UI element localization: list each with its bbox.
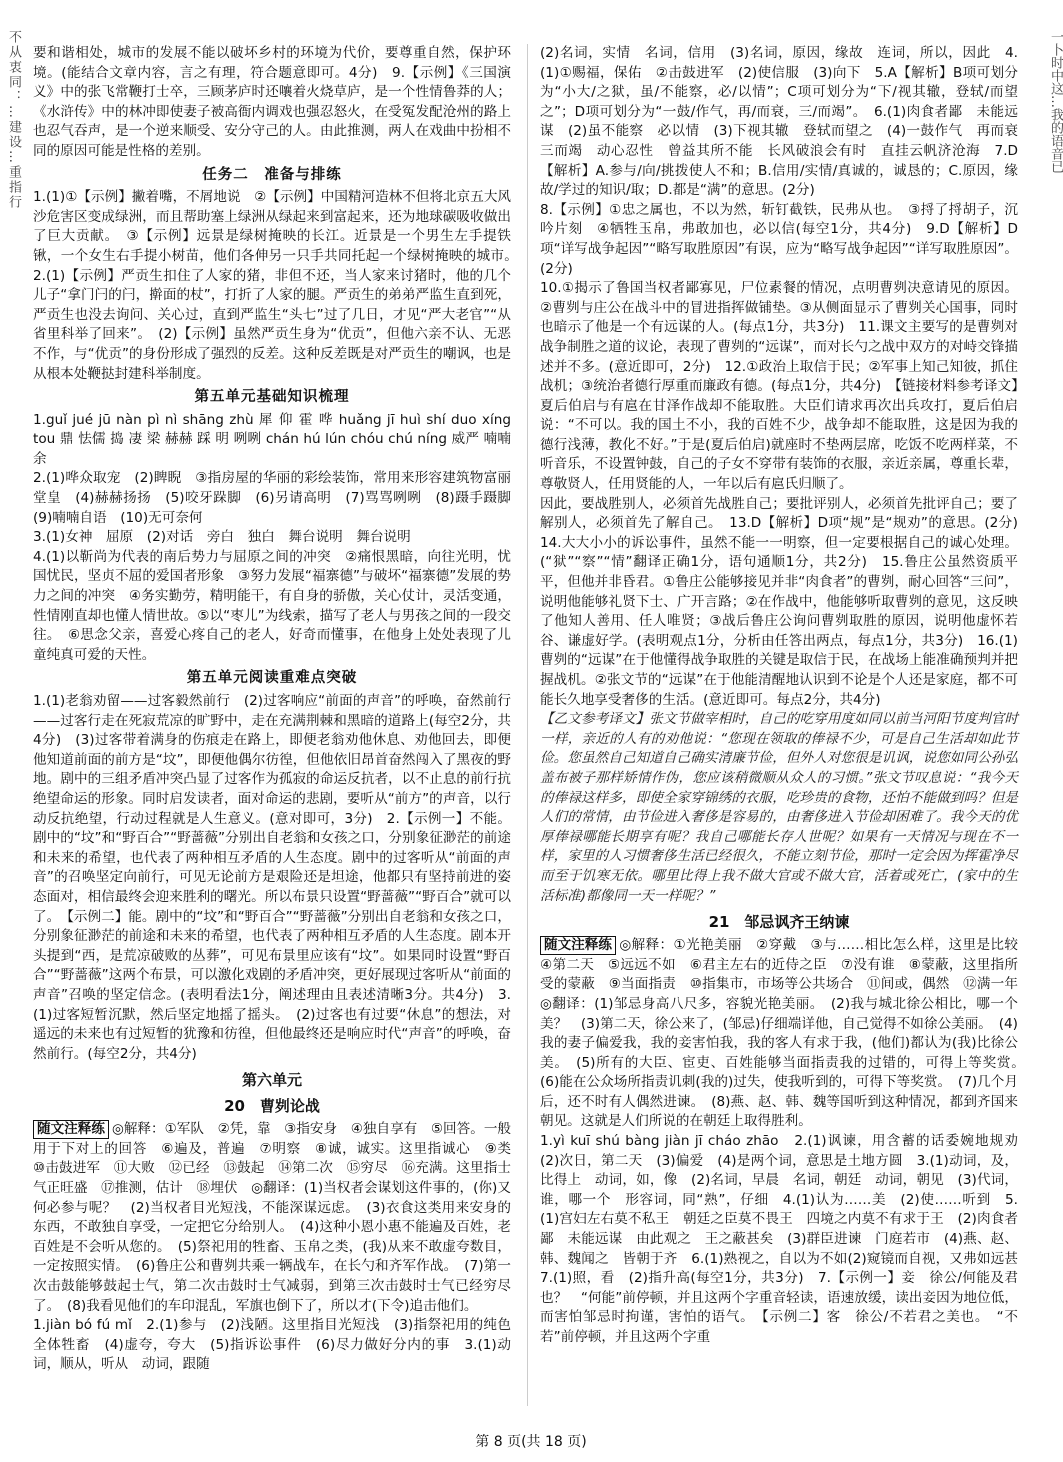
exercise-tag: 随文注释练 xyxy=(33,1120,109,1139)
answer-paragraph: 要和谐相处，城市的发展不能以破坏乡村的环境为代价，要尊重自然，保护环境。(能结合文章内容，言之有理，符合题意即可。4分) 9.【示例】《三国演义》中的张飞常鞭打士卒，三顾茅庐时还嚷着火烧草庐，是一个性情鲁莽的人；《水浒传》中的林冲即使妻子被高衙内调戏也强忍怒火，在受冤发配沧州的路上也忍气吞声，是一个逆来顺受、安分守己的人。由此推测，两人在戏曲中扮相不同的原因可能是性格的差别。 xyxy=(33,45,511,159)
column-divider xyxy=(527,44,528,1406)
answer-paragraph: (2)名词，实情 名词，信用 (3)名词，原因，缘故 连词，所以，因此 4.(1)①赐福，保佑 ②击鼓进军 (2)使信服 (3)向下 5.A【解析】B项可划分为“小大/之狱，虽/不能察，必/以情”；C项可划分为“下/视其辙，登轼/而望之”；D项可划分为“一鼓/作气，再/而衰，三/而竭”。 6.(1)肉食者鄙 未能远谋 (2)虽不能察 必以情 (3)下视其辙 登轼而望之 (4)一鼓作气 再而衰 三而竭 动心忍性 曾益其所不能 长风破浪会有时 直挂云帆济沧海 7.D【解析】A.参与/向/挑拨使人不和；B.信用/实情/真诚的，诚恳的；C.原因，缘故/学过的知识/取；D.都是“满”的意思。(2分) xyxy=(540,45,1032,199)
answer-paragraph: 1.(1)老翁劝留——过客毅然前行 (2)过客响应“前面的声音”的呼唤，奋然前行——过客行走在死寂荒凉的旷野中，走在充满荆棘和黑暗的道路上(每空2分，共4分) (3)过客带着满身的伤痕走在路上，即便老翁劝他休息、劝他回去，即便他知道前面的前方是“坟”，即便他偶尔彷徨，但他依旧昂首奋然闯入了黑夜的野地。剧中的三组矛盾冲突凸显了过客作为孤寂的命运反抗者，以不止息的前行抗绝望命运的形象。同时启发读者，面对命运的悲剧，要听从“前方”的声音，以行动反抗绝望，行动过程就是人生意义。(意对即可，3分) 2.【示例一】不能。剧中的“坟”和“野百合”“野蔷薇”分别出自老翁和女孩之口，分别象征渺茫的前途和未来的希望，也代表了两种相互矛盾的人生态度。剧中的过客听从“前面的声音”的召唤坚定向前行，可见无论前方是艰险还是坦途，他都只有坚持前进的姿态面对，相信最终会迎来胜利的曙光。所以布景只设置“野蔷薇”“野百合”就可以了。 【示例二】能。剧中的“坟”和“野百合”“野蔷薇”分别出自老翁和女孩之口，分别象征渺茫的前途和未来的希望，也代表了两种相互矛盾的人生态度。剧本开头提到“西，是荒凉破败的丛葬”，可见布景里应该有“坟”。如果同时设置“野百合”“野蔷薇”这两个布景，可以激化戏剧的矛盾冲突，更好展现过客听从“前面的声音”召唤的坚定信念。(表明看法1分，阐述理由且表述清晰3分。共4分) 3.(1)过客短暂沉默，然后坚定地摇了摇头。 (2)过客也有过要“休息”的想法，对遥远的未来也有过短暂的犹豫和彷徨，但他最终还是响应时代“声音”的呼唤，奋然前行。(每空2分，共4分) xyxy=(33,693,511,1062)
section-heading: 第五单元基础知识梳理 xyxy=(194,389,350,406)
exercise-text: ◎解释：①军队 ②凭，靠 ③指安身 ④独自享有 ⑤回答。一般用于下对上的回答 ⑥遍及，普遍 ⑦明察 ⑧诚，诚实。这里指诚心 ⑨类 ⑩击鼓进军 ⑪大败 ⑫已经 ⑬鼓起 ⑭第二次 ⑮穷尽 ⑯充满。这里指士气正旺盛 ⑰推测，估计 ⑱埋伏 ◎翻译：(1)当权者会谋划这件事的，(你)又何必参与呢？ (2)当权者目光短浅，不能深谋远虑。 (3)衣食这类用来安身的东西，不敢独自享受，一定把它分给别人。 (4)这种小恩小惠不能遍及百姓，老百姓是不会听从您的。 (5)祭祀用的牲畜、玉帛之类，(我)从来不敢虚夸数目，一定按照实情。 (6)鲁庄公和曹刿共乘一辆战车，在长勺和齐军作战。 (7)第一次击鼓能够鼓起士气，第二次击鼓时士气减弱，到第三次击鼓时士气已经穷尽了。 (8)我看见他们的车印混乱，军旗也倒下了，所以才(下令)追击他们。 xyxy=(33,1121,525,1314)
answer-paragraph: 10.①揭示了鲁国当权者鄙寡见，尸位素餐的情况，点明曹刿决意请见的原因。②曹刿与庄公在战斗中的冒进指挥做铺垫。③从侧面显示了曹刿关心国事，同时也暗示了他是一个有远谋的人。(每点1分，共3分) 11.课文主要写的是曹刿对战争制胜之道的议论，表现了曹刿的“远谋”，而对长勺之战中双方的对峙交锋描述并不多。(意近即可，2分) 12.①政治上取信于民；②军事上知己知彼，抓住战机；③统治者德行厚重而廉政有德。(每点1分，共4分) 【链接材料参考译文】夏后伯启与有扈在甘泽作战却不能取胜。大臣们请求再次出兵攻打，夏后伯启说：“不可以。我的国土不小，我的百姓不少，战争却不能取胜，这是因为我的德行浅薄，教化不好。”于是(夏后伯启)就座时不垫两层席，吃饭不吃两样菜，不听音乐，不设置钟鼓，自己的子女不穿带有装饰的衣服，亲近亲属，尊重长辈，尊敬贤人，任用贤能的人，一年以后有扈氏归顺了。 xyxy=(540,280,1018,493)
answer-paragraph: 2.(1)哗众取宠 (2)睥睨 ③指房屋的华丽的彩绘装饰，常用来形容建筑物富丽堂皇 (4)赫赫扬扬 (5)咬牙跺脚 (6)另请高明 (7)骂骂咧咧 (8)蹑手蹑脚 (9)喃喃自语 (10)无可奈何 xyxy=(33,470,525,526)
translation-paragraph: 【乙文参考译文】张文节做宰相时，自己的吃穿用度如同以前当河阳节度判官时一样，亲近的人有的劝他说：“您现在领取的俸禄不少，可是自己生活却如此节俭。您虽然自己知道自己确实清廉节俭，但外人对您很是讥讽，说您如同公孙弘盖布被子那样矫情作伪，您应该稍微顺从众人的习惯。”张文节叹息说：“我今天的俸禄这样多，即使全家穿锦绣的衣服，吃珍贵的食物，还怕不能做到吗？但是人们的常情，由节俭进入奢侈是容易的，由奢侈进入节俭却困难了。我今天的优厚俸禄哪能长期享有呢？我自己哪能长存人世呢？如果有一天情况与现在不一样，家里的人习惯奢侈生活已经很久，不能立刻节俭，那时一定会因为挥霍净尽而至于饥寒无依。哪里比得上我不做大官或不做大官，活着或死亡，(家中的生活标准)都像同一天一样呢？” xyxy=(540,711,1018,904)
exercise-text: ◎解释：①光艳美丽 ②穿戴 ③与……相比怎么样，这里是比较 ④第二天 ⑤远远不如 ⑥君主左右的近侍之臣 ⑦没有谁 ⑧蒙蔽，这里指所受的蒙蔽 ⑨当面指责 ⑩指集市，市场等公共场合 ⑪间或，偶然 ⑫满一年 ◎翻译：(1)邹忌身高八尺多，容貌光艳美丽。 (2)我与城北徐公相比，哪一个美？ (3)第二天，徐公来了，(邹忌)仔细端详他，自己觉得不如徐公美丽。 (4)我的妻子偏爱我，我的妾害怕我，我的客人有求于我，(他们)都认为(我)比徐公美。 (5)所有的大臣、宦吏、百姓能够当面指责我的过错的，可得上等奖赏。 (6)能在公众场所指责讥刺(我的)过失，使我听到的，可得下等奖赏。 (7)几个月后，还不时有人偶然进谏。 (8)燕、赵、韩、魏等国听到这种情况，都到齐国来朝见。这就是人们所说的在朝廷上取得胜利。 xyxy=(540,937,1032,1130)
section-heading: 第五单元阅读重难点突破 xyxy=(186,670,358,687)
exercise-tag: 随文注释练 xyxy=(540,936,616,955)
exercise-paragraph xyxy=(33,1120,525,1316)
right-column xyxy=(540,44,1032,1406)
answer-paragraph: 1.yì kuī shú bàng jiàn jī cháo zhāo 2.(1)讽谏，用含蓄的话委婉地规劝 (2)次日，第二天 (3)偏爱 (4)是两个词，意思是土地方圆 3.(1)动词，及，比得上 动词，如，像 (2)名词，早晨 名词，朝廷 动词，朝见 (3)代词，谁，哪一个 形容词，同“熟”，仔细 4.(1)认为……美 (2)使……听到 5.(1)宫妇左右莫不私王 朝廷之臣莫不畏王 四境之内莫不有求于王 (2)肉食者鄙 未能远谋 由此观之 王之蔽甚矣 (3)群臣进谏 门庭若市 (4)燕、赵、韩、魏闻之 皆朝于齐 6.(1)熟视之，自以为不如(2)窥镜而自视，又弗如远甚 7.(1)照，看 (2)指升高(每空1分，共3分) 7.【示例一】妾 徐公/何能及君也？ “何能”前停顿，并且这两个字重音轻读，语速放缓，读出妾因为地位低，而害怕邹忌时拘谨，害怕的语气。 【示例二】客 徐公/不若君之美也。 “不若”前停顿，并且这两个字重 xyxy=(540,1133,1032,1345)
answer-paragraph: 1.jiàn bó fú mǐ 2.(1)参与 (2)浅陋。这里指目光短浅 (3)指祭祀用的纯色全体牲畜 (4)虚夸，夸大 (5)指诉讼事件 (6)尽力做好分内的事 3.(1)动词，顺从，听从 动词，跟随 xyxy=(33,1317,511,1373)
answer-paragraph: 3.(1)女神 屈原 (2)对话 旁白 独白 舞台说明 舞台说明 xyxy=(33,529,411,546)
page-number: 第 8 页(共 18 页) xyxy=(475,1434,587,1450)
left-column xyxy=(33,44,525,1406)
answer-paragraph: 1.guǐ jué jū nàn pì nì shāng zhù 犀 仰 霍 哗 huǎng jī huì shí duo xíng tou 鼎 怯儒 捣 凄 梁 赫赫 踩 明 咧咧 chán hú lún chóu chú níng 威严 喃喃 余 xyxy=(33,411,511,467)
exercise-paragraph xyxy=(540,936,1032,1132)
section-heading: 任务二 准备与排练 xyxy=(202,166,342,183)
right-margin-text: 一卜时中这…我的语音已 xyxy=(1048,30,1063,173)
lesson-title: 第六单元 xyxy=(241,1071,302,1090)
answer-paragraph: 8.【示例】①忠之属也，不以为然，斩钉截铁，民弗从也。 ③捋了捋胡子，沉吟片刻 ④牺牲玉帛，弗敢加也，必以信(每空1分，共4分) 9.D【解析】D项“详写战争起因”“略写取胜原因”有误，应为“略写战争起因”“详写取胜原因”。(2分) xyxy=(540,201,1018,277)
lesson-title: 20 曹刿论战 xyxy=(224,1097,320,1116)
answer-paragraph: 因此，要战胜别人，必须首先战胜自己；要批评别人，必须首先批评自己；要了解别人，必须首先了解自己。 13.D【解析】D项“规”是“规劝”的意思。(2分) 14.大大小小的诉讼事件，虽然不能一一明察，但一定要根据自己的诚心处理。(“狱”“察”“情”翻译正确1分，语句通顺1分，共2分) 15.鲁庄公虽然资质平平，但他并非昏君。①鲁庄公能够接见并非“肉食者”的曹刿，耐心回答“三问”，说明他能够礼贤下士、广开言路；②在作战中，他能够听取曹刿的意见，这反映了他知人善用、任人唯贤；③战后鲁庄公询问曹刿取胜的原因，说明他虚怀若谷、谦虚好学。(表明观点1分，分析由任答出两点，每点1分，共3分) 16.(1)曹刿的“远谋”在于他懂得战争取胜的关键是取信于民，在战场上能准确预判并把握战机。②张文节的“远谋”在于他能清醒地认识到不论是个人还是家庭，都不可能长久地享受奢侈的生活。(意近即可。每点2分，共4分) xyxy=(540,495,1032,708)
left-margin-text: 不从衷同：…建设…重指行 xyxy=(6,30,21,210)
lesson-title: 21 邹忌讽齐王纳谏 xyxy=(708,913,850,932)
answer-paragraph: 1.(1)①【示例】撇着嘴，不屑地说 ②【示例】中国精河造林不但将北京五大风沙危害区变成绿洲，而且帮助塞上绿洲从绿起来到富起来，还为地球碳吸收做出了巨大贡献。 ③【示例】远景是绿树掩映的长江。近景是一个男生左手提铁锹，一个女生右手提小树苗，他们各伸另一只手共同托起一个绿树掩映的城市。 2.(1)【示例】严贡生扣住了人家的猪，非但不还，当人家来讨猪时，他的几个儿子“拿门闩的闩，擀面的杖”，打折了人家的腿。严贡生的弟弟严监生直到死，严贡生也没去询问、关心过，直到严监生“头七”过了几日，才见“严大老官”“从省里科举了回来”。 (2)【示例】虽然严贡生身为“优贡”，但他六亲不认、无恶不作，与“优贡”的身份形成了强烈的反差。这种反差既是对严贡生的嘲讽，也是从根本处鞭挞封建科举制度。 xyxy=(33,189,525,382)
answer-paragraph: 4.(1)以靳尚为代表的南后势力与屈原之间的冲突 ②痛恨黑暗，向往光明，忧国忧民，坚贞不屈的爱国者形象 ③努力发展“福寨德”与破坏“福寨德”发展的势力之间的冲突 ④务实勤劳，精明能干，有自身的骄傲，关心仗计，灵活变通，性情刚直却也懂人情世故。⑤以“枣儿”为线索，描写了老人与男孩之间的一段交往。 ⑥思念父亲，喜爱心疼自己的老人，好奇而懂事，在他身上处处表现了儿童纯真可爱的天性。 xyxy=(33,548,511,663)
